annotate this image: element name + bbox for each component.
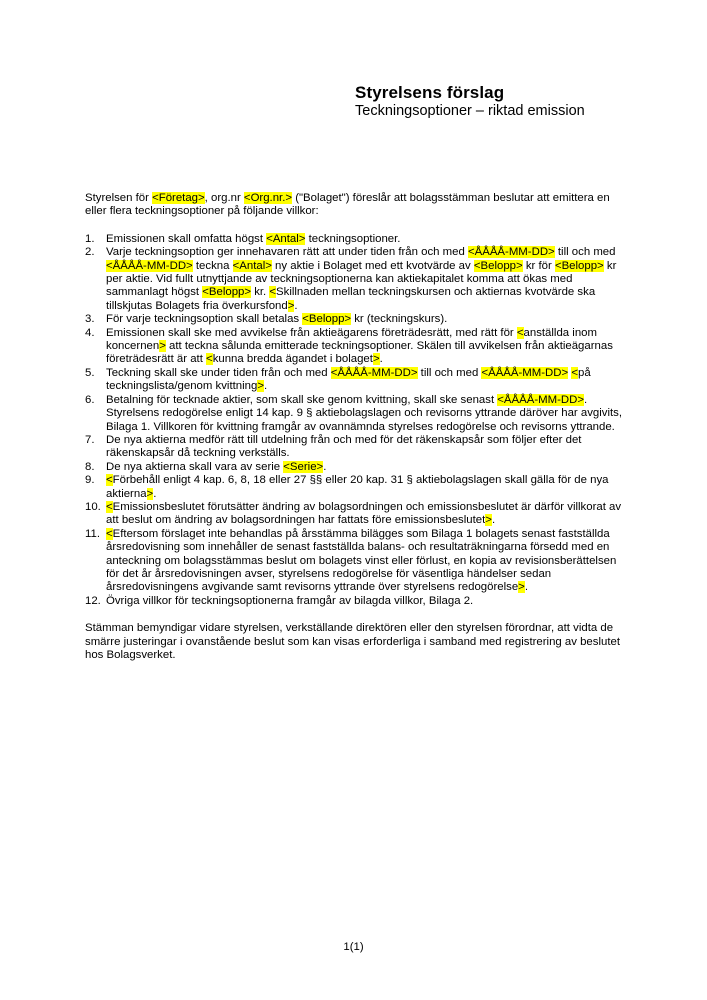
text-run: .: [294, 299, 298, 312]
placeholder-highlight: <Antal>: [232, 259, 272, 272]
placeholder-highlight: <Belopp>: [202, 286, 252, 299]
text-run: .: [379, 353, 383, 366]
placeholder-highlight: >: [159, 340, 166, 353]
term-item: [85, 246, 626, 313]
placeholder-highlight: <ÅÅÅÅ-MM-DD>: [330, 366, 418, 379]
term-text: [106, 394, 626, 434]
terms-list: [85, 233, 626, 608]
text-run: Övriga villkor för teckningsoptionerna framgår av bilagda villkor, Bilaga 2.: [106, 594, 474, 607]
text-run: .: [153, 487, 157, 500]
document-header: [355, 83, 685, 120]
text-run: Emissionen skall ske med avvikelse från aktieägarens företrädesrätt, med rätt för: [106, 326, 517, 339]
term-item: [85, 461, 626, 474]
text-run: teckna: [192, 259, 233, 272]
text-run: till och med: [417, 366, 482, 379]
text-run: ny aktie i Bolaget med ett kvotvärde av: [271, 259, 474, 272]
term-text: [106, 434, 626, 461]
text-run: kr för: [522, 259, 555, 272]
placeholder-highlight: <: [516, 326, 524, 339]
text-run: Varje teckningsoption ger innehavaren rätt att under tiden från och med: [106, 246, 468, 259]
text-run: .: [524, 581, 528, 594]
placeholder-highlight: >: [146, 487, 154, 500]
placeholder-highlight: <Belopp>: [473, 259, 523, 272]
term-text: [106, 474, 626, 501]
term-text: [106, 461, 626, 474]
term-number: 8.: [85, 460, 95, 473]
text-run: till och med: [554, 246, 616, 259]
text-run: För varje teckningsoption skall betalas: [106, 313, 303, 326]
term-number: 2.: [85, 246, 95, 259]
document-title: Styrelsens förslag: [355, 83, 505, 102]
placeholder-highlight: >: [257, 380, 264, 393]
term-text: [106, 367, 626, 394]
text-run: kr (teckningskurs).: [351, 313, 448, 326]
term-item: [85, 528, 626, 595]
placeholder-highlight: >: [518, 581, 525, 594]
term-item: [85, 313, 626, 326]
text-run: Skillnaden mellan teckningskursen och aktiernas kvotvärde ska tillskjutas Bolagets fria överkursfond: [106, 286, 596, 312]
placeholder-highlight: <: [106, 527, 113, 540]
placeholder-highlight: <ÅÅÅÅ-MM-DD>: [106, 259, 193, 272]
page-number: 1(1): [343, 941, 364, 953]
page-footer: [0, 941, 707, 954]
term-text: [106, 528, 626, 595]
term-item: [85, 233, 626, 246]
term-number: 12.: [85, 594, 101, 607]
text-run: . Styrelsens redogörelse enligt 14 kap. 9 § aktiebolagslagen och revisorns yttrande däröver har avgivits, Bilaga 1. Villkoren för kvittning framgår av ovannämnda styrelses redogörelse och revisorns yttrande.: [106, 393, 623, 433]
placeholder-highlight: <: [106, 500, 113, 513]
text-run: Emissionsbeslutet förutsätter ändring av bolagsordningen och emissionsbeslutet är därför villkorat av att beslut om ändring av bolagsordningen har fattats före emissionsbeslutet: [106, 500, 622, 527]
text-run: De nya aktierna medför rätt till utdelning från och med för det räkenskapsår som följer efter det räkenskapsår då teckning verkställs.: [106, 433, 582, 460]
term-number: 5.: [85, 366, 95, 379]
text-run: .: [491, 514, 496, 527]
placeholder-highlight: >: [485, 514, 492, 527]
placeholder-highlight: <: [106, 474, 113, 487]
term-number: 10.: [85, 500, 101, 513]
term-item: [85, 474, 626, 501]
text-run: anställda inom koncernen: [106, 326, 597, 353]
placeholder-highlight: <Antal>: [266, 232, 306, 245]
placeholder-highlight: <: [269, 286, 277, 299]
placeholder-highlight: <Belopp>: [554, 259, 604, 272]
term-text: [106, 233, 626, 246]
text-run: Emissionen skall omfatta högst: [106, 232, 267, 245]
placeholder-highlight: <ÅÅÅÅ-MM-DD>: [497, 393, 584, 406]
term-number: 9.: [85, 474, 95, 487]
term-text: [106, 327, 626, 367]
term-text: [106, 313, 626, 326]
text-run: kr.: [251, 286, 270, 299]
closing-paragraph: Stämman bemyndigar vidare styrelsen, verkställande direktören eller den styrelsen förordnar, att vidta de smärre justeringar i ovanstående beslut som kan visas erforderliga i samband med registrering av beslutet hos Bolagsverket.: [85, 622, 620, 661]
text-run: Eftersom förslaget inte behandlas på årsstämma bilägges som Bilaga 1 bolagets senast fastställda årsredovisning som innehåller de senast fastställda balans- och resultaträkningarna försedd med en anteckning om bolagsstämmas beslut om bolagets vinst eller förlust, en kopia av revisionsberättelsen för det år årsredovisningen avser, styrelsens redogörelse för väsentliga händelser sedan årsredovisningens avgivande samt revisorns yttrande över styrelsens redogörelse: [106, 527, 617, 594]
placeholder-highlight: <Serie>: [283, 460, 324, 473]
intro-paragraph: [85, 192, 626, 219]
text-run: Styrelsen för: [85, 192, 153, 204]
term-item: [85, 394, 626, 434]
placeholder-highlight: <ÅÅÅÅ-MM-DD>: [481, 366, 569, 379]
term-number: 3.: [85, 313, 95, 326]
placeholder-highlight: <Företag>: [152, 192, 205, 204]
term-number: 11.: [85, 527, 100, 540]
text-run: .: [263, 380, 268, 393]
text-run: ("Bolaget") föreslår att bolagsstämman beslutar att emittera en eller flera teckningsoptioner på följande villkor:: [85, 192, 610, 218]
placeholder-highlight: >: [287, 299, 295, 312]
text-run: Förbehåll enligt 4 kap. 6, 8, 18 eller 27 §§ eller 20 kap. 31 § aktiebolagslagen skall gälla för de nya aktierna: [106, 474, 609, 500]
term-item: [85, 595, 626, 608]
term-item: [85, 367, 626, 394]
placeholder-highlight: <ÅÅÅÅ-MM-DD>: [467, 246, 555, 259]
term-item: [85, 434, 626, 461]
term-number: 7.: [85, 433, 95, 446]
term-text: [106, 501, 626, 528]
term-item: [85, 327, 626, 367]
text-run: kunna bredda ägandet i bolaget: [212, 353, 373, 366]
placeholder-highlight: >: [372, 353, 380, 366]
term-number: 1.: [85, 232, 95, 245]
text-run: Teckning skall ske under tiden från och med: [106, 366, 331, 379]
text-run: kr per aktie. Vid fullt utnyttjande av teckningsoptionerna kan aktiekapitalet komma att ökas med sammanlagt högst: [106, 259, 617, 299]
term-number: 4.: [85, 326, 95, 339]
document-body: [85, 192, 626, 674]
text-run: Betalning för tecknade aktier, som skall ske genom kvittning, skall ske senast: [106, 393, 498, 406]
term-text: [106, 595, 626, 608]
text-run: på teckningslista/genom kvittning: [106, 366, 591, 393]
text-run: att teckna sålunda emitterade teckningsoptioner. Skälen till avvikelsen från aktieägarnas företrädesrätt är att: [106, 340, 613, 366]
term-text: [106, 246, 626, 313]
placeholder-highlight: <: [206, 353, 213, 366]
text-run: , org.nr: [204, 192, 244, 204]
placeholder-highlight: <: [571, 366, 578, 379]
term-item: [85, 501, 626, 528]
placeholder-highlight: <Belopp>: [302, 313, 352, 326]
placeholder-highlight: <Org.nr.>: [243, 192, 293, 204]
text-run: .: [323, 460, 327, 473]
text-run: De nya aktierna skall vara av serie: [106, 460, 284, 473]
document-subtitle: Teckningsoptioner – riktad emission: [355, 103, 585, 119]
term-number: 6.: [85, 393, 95, 406]
text-run: teckningsoptioner.: [305, 232, 401, 245]
